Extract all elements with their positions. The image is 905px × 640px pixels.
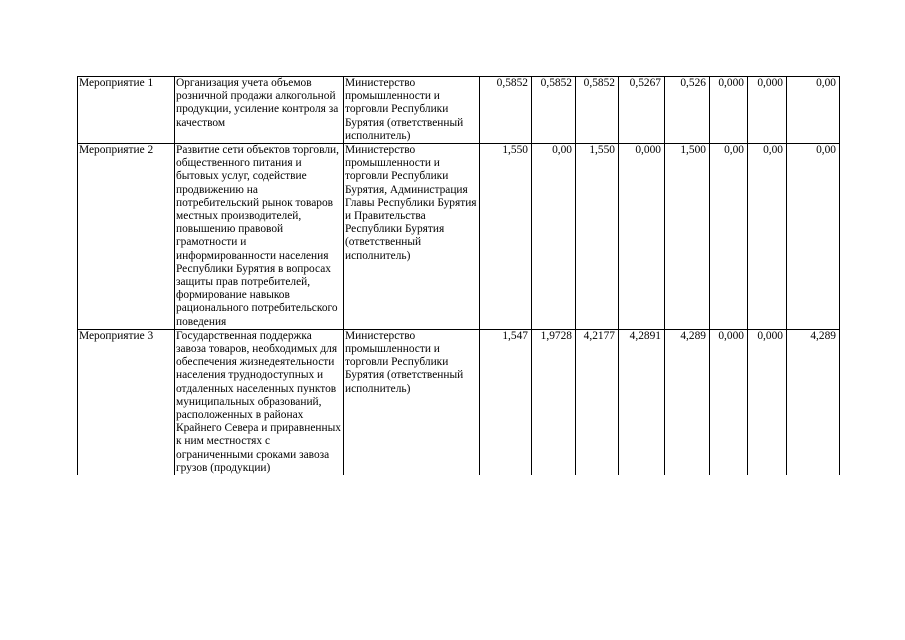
value-cell: 0,5852 <box>576 77 619 144</box>
value-cell: 4,289 <box>787 329 840 475</box>
value-cell: 0,000 <box>710 77 748 144</box>
table-row <box>78 329 840 475</box>
value-cell: 0,5852 <box>532 77 576 144</box>
value-cell: 1,500 <box>665 144 710 330</box>
value-cell: 0,000 <box>748 329 787 475</box>
value-cell: 0,000 <box>619 144 665 330</box>
value-cell: 0,000 <box>748 77 787 144</box>
event-name-cell: Мероприятие 3 <box>78 329 175 475</box>
value-cell: 0,5852 <box>480 77 532 144</box>
event-description-cell: Организация учета объемов розничной продажи алкогольной продукции, усиление контроля за качеством <box>175 77 344 144</box>
value-cell: 0,00 <box>787 144 840 330</box>
event-description-cell: Развитие сети объектов торговли, общественного питания и бытовых услуг, содействие продвижению на потребительский рынок товаров местных производителей, повышению правовой грамотности и информированности населения Республики Бурятия в вопросах защиты прав потребителей, формирование навыков рационального потребительского поведения <box>175 144 344 330</box>
executor-cell: Министерство промышленности и торговли Республики Бурятия (ответственный исполнитель) <box>344 77 480 144</box>
program-events-table <box>77 76 840 475</box>
executor-cell: Министерство промышленности и торговли Республики Бурятия (ответственный исполнитель) <box>344 329 480 475</box>
table-row <box>78 144 840 330</box>
value-cell: 1,547 <box>480 329 532 475</box>
value-cell: 0,00 <box>748 144 787 330</box>
value-cell: 1,550 <box>576 144 619 330</box>
value-cell: 1,9728 <box>532 329 576 475</box>
value-cell: 4,2177 <box>576 329 619 475</box>
executor-cell: Министерство промышленности и торговли Республики Бурятия, Администрация Главы Республики Бурятия и Правительства Республики Бурятия (ответственный исполнитель) <box>344 144 480 330</box>
value-cell: 0,5267 <box>619 77 665 144</box>
value-cell: 4,289 <box>665 329 710 475</box>
table-row <box>78 77 840 144</box>
value-cell: 0,526 <box>665 77 710 144</box>
value-cell: 0,00 <box>710 144 748 330</box>
event-description-cell: Государственная поддержка завоза товаров, необходимых для обеспечения жизнедеятельности населения труднодоступных и отдаленных населенных пунктов муниципальных образований, расположенных в районах Крайнего Севера и приравненных к ним местностях с ограниченными сроками завоза грузов (продукции) <box>175 329 344 475</box>
event-name-cell: Мероприятие 1 <box>78 77 175 144</box>
value-cell: 0,00 <box>532 144 576 330</box>
value-cell: 0,00 <box>787 77 840 144</box>
event-name-cell: Мероприятие 2 <box>78 144 175 330</box>
value-cell: 0,000 <box>710 329 748 475</box>
value-cell: 4,2891 <box>619 329 665 475</box>
value-cell: 1,550 <box>480 144 532 330</box>
